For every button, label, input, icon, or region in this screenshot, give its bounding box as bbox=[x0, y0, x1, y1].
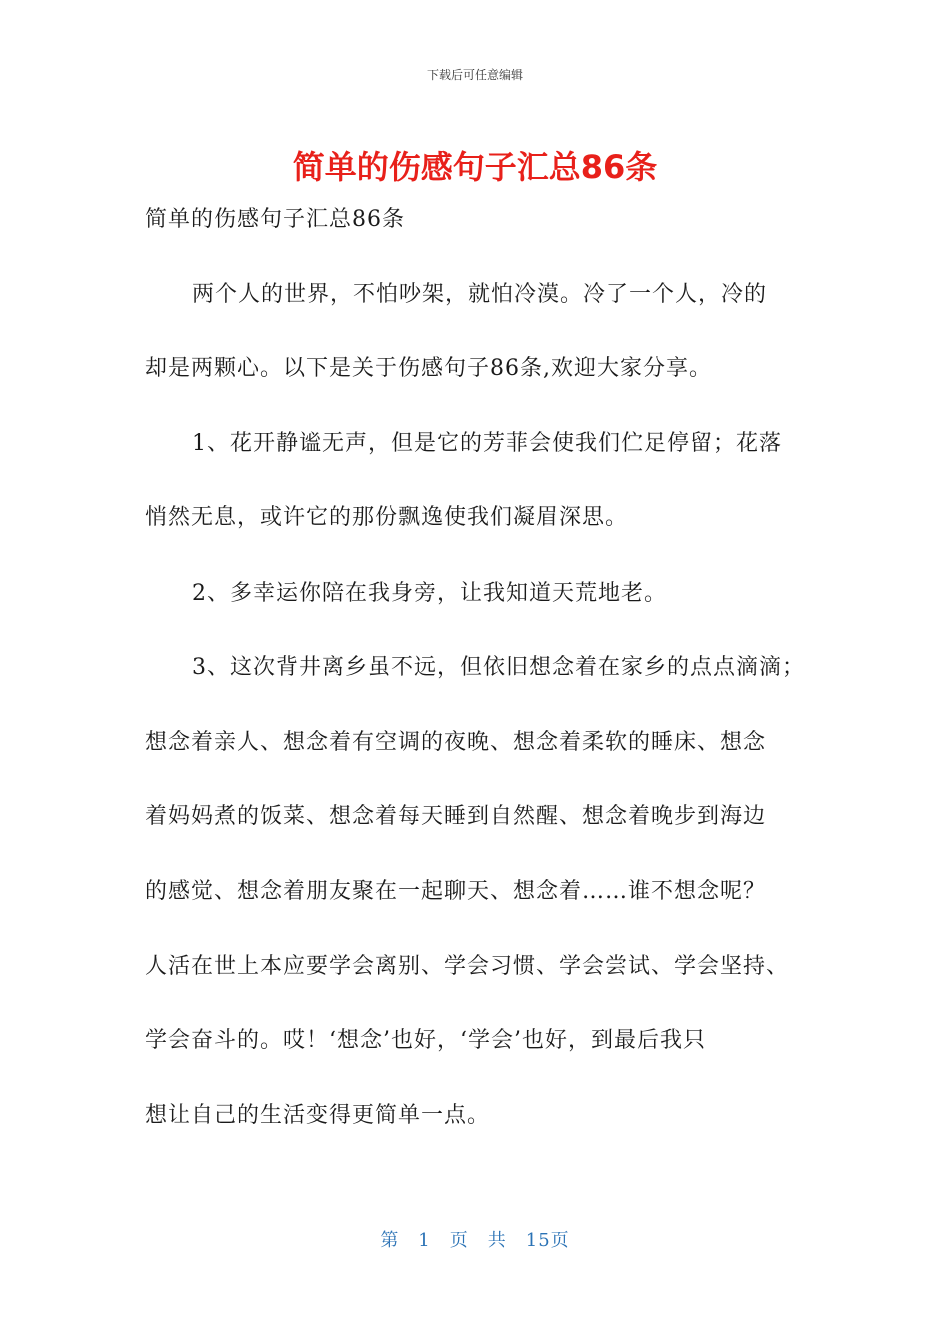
paragraph-line: 却是两颗心。以下是关于伤感句子86条,欢迎大家分享。 bbox=[145, 356, 712, 381]
paragraph-line: 的感觉、想念着朋友聚在一起聊天、想念着……谁不想念呢？ bbox=[145, 879, 767, 904]
paragraph-line: 2、多幸运你陪在我身旁，让我知道天荒地老。 bbox=[192, 581, 667, 606]
paragraph-line: 学会奋斗的。哎！‘想念’也好，‘学会’也好，到最后我只 bbox=[145, 1028, 706, 1053]
paragraph-line: 人活在世上本应要学会离别、学会习惯、学会尝试、学会坚持、 bbox=[145, 954, 790, 979]
paragraph-line: 两个人的世界，不怕吵架，就怕冷漠。冷了一个人，冷的 bbox=[192, 282, 768, 307]
page-number-footer: 第 1 页 共 15页 bbox=[380, 1230, 570, 1251]
document-title: 简单的伤感句子汇总86条 bbox=[292, 148, 658, 186]
paragraph-line: 想念着亲人、想念着有空调的夜晚、想念着柔软的睡床、想念 bbox=[145, 730, 767, 755]
paragraph-line: 想让自己的生活变得更简单一点。 bbox=[145, 1103, 491, 1128]
header-note: 下载后可任意编辑 bbox=[426, 68, 523, 82]
paragraph-line: 1、花开静谧无声，但是它的芳菲会使我们伫足停留；花落 bbox=[192, 431, 782, 456]
paragraph-line: 着妈妈煮的饭菜、想念着每天睡到自然醒、想念着晚步到海边 bbox=[145, 804, 767, 829]
paragraph-line: 悄然无息，或许它的那份飘逸使我们凝眉深思。 bbox=[145, 505, 629, 530]
paragraph-line: 3、这次背井离乡虽不远，但依旧想念着在家乡的点点滴滴； bbox=[192, 655, 805, 680]
subtitle-line: 简单的伤感句子汇总86条 bbox=[145, 207, 405, 232]
